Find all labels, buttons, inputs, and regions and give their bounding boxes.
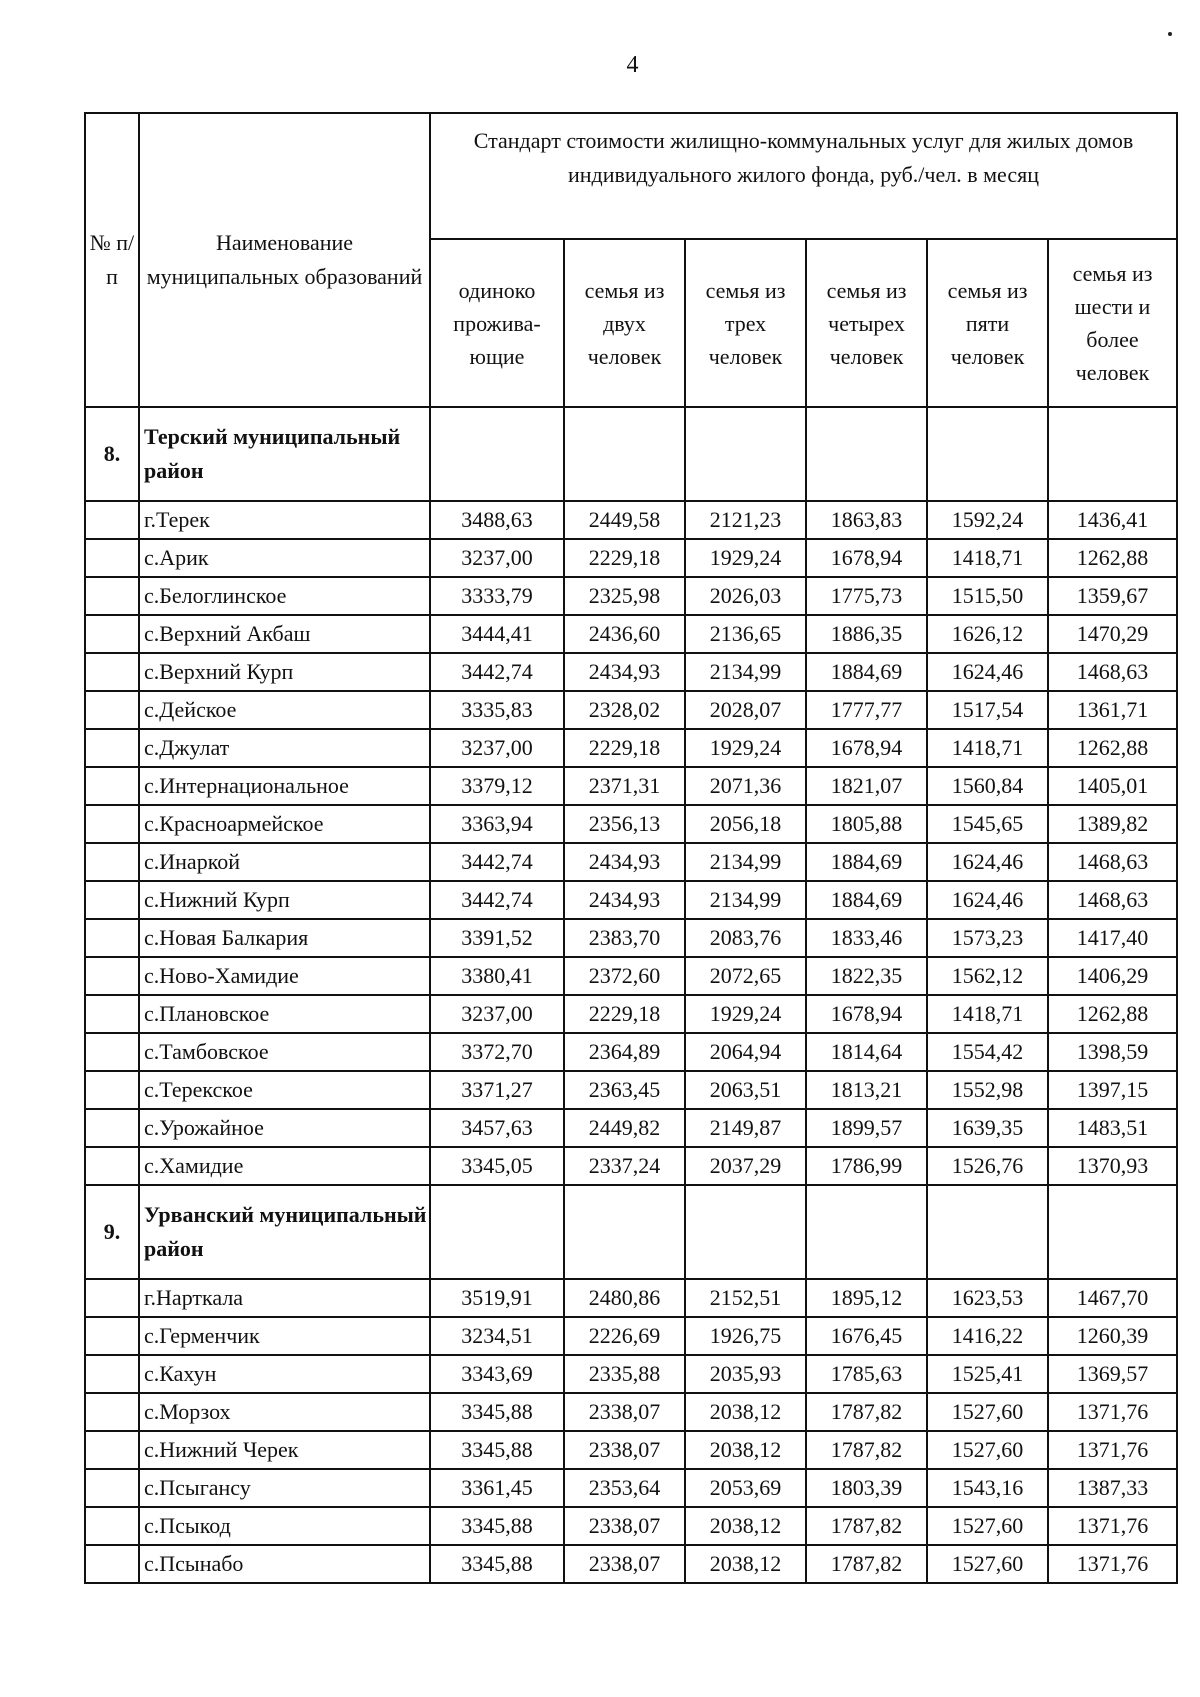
table-row: [85, 1355, 1177, 1393]
municipality-name: г.Нарткала: [139, 1279, 430, 1317]
row-number-cell: [85, 881, 139, 919]
table-row: [85, 1393, 1177, 1431]
section-empty-cell: [806, 1185, 927, 1279]
municipality-name: с.Морзох: [139, 1393, 430, 1431]
page-number: 4: [626, 52, 639, 78]
cost-two: 2436,60: [564, 615, 685, 653]
cost-six: 1359,67: [1048, 577, 1177, 615]
cost-three: 1929,24: [685, 995, 806, 1033]
section-empty-cell: [927, 1185, 1048, 1279]
cost-four: 1822,35: [806, 957, 927, 995]
municipality-name: с.Псыгансу: [139, 1469, 430, 1507]
table-row: [85, 1279, 1177, 1317]
row-number-cell: [85, 1279, 139, 1317]
cost-two: 2338,07: [564, 1431, 685, 1469]
cost-five: 1517,54: [927, 691, 1048, 729]
row-number-cell: [85, 1033, 139, 1071]
cost-single: 3345,05: [430, 1147, 564, 1185]
municipality-name: с.Джулат: [139, 729, 430, 767]
cost-single: 3345,88: [430, 1507, 564, 1545]
cost-three: 2038,12: [685, 1393, 806, 1431]
table-body: [85, 407, 1177, 1583]
row-number-cell: [85, 957, 139, 995]
table-row: [85, 1507, 1177, 1545]
row-number-cell: [85, 539, 139, 577]
cost-single: 3371,27: [430, 1071, 564, 1109]
municipality-name: с.Инаркой: [139, 843, 430, 881]
cost-six: 1468,63: [1048, 653, 1177, 691]
cost-four: 1676,45: [806, 1317, 927, 1355]
municipality-name: с.Арик: [139, 539, 430, 577]
cost-four: 1863,83: [806, 501, 927, 539]
table-row: [85, 1033, 1177, 1071]
cost-three: 1929,24: [685, 729, 806, 767]
cost-three: 2149,87: [685, 1109, 806, 1147]
row-number-cell: [85, 577, 139, 615]
cost-three: 2037,29: [685, 1147, 806, 1185]
cost-four: 1785,63: [806, 1355, 927, 1393]
cost-six: 1467,70: [1048, 1279, 1177, 1317]
cost-five: 1624,46: [927, 653, 1048, 691]
table-row: [85, 577, 1177, 615]
cost-two: 2328,02: [564, 691, 685, 729]
cost-four: 1833,46: [806, 919, 927, 957]
cost-single: 3335,83: [430, 691, 564, 729]
section-empty-cell: [1048, 407, 1177, 501]
section-empty-cell: [685, 1185, 806, 1279]
cost-three: 2134,99: [685, 653, 806, 691]
cost-two: 2338,07: [564, 1545, 685, 1583]
section-title: Урванский муниципальный район: [139, 1185, 430, 1279]
section-empty-cell: [806, 407, 927, 501]
table-row: [85, 805, 1177, 843]
row-number-cell: [85, 767, 139, 805]
cost-four: 1803,39: [806, 1469, 927, 1507]
municipality-name: с.Кахун: [139, 1355, 430, 1393]
table-row: [85, 1469, 1177, 1507]
cost-three: 2028,07: [685, 691, 806, 729]
cost-two: 2229,18: [564, 539, 685, 577]
cost-three: 2035,93: [685, 1355, 806, 1393]
cost-four: 1678,94: [806, 995, 927, 1033]
header-col-four: семья из четырех человек: [806, 239, 927, 407]
cost-two: 2434,93: [564, 843, 685, 881]
cost-five: 1573,23: [927, 919, 1048, 957]
cost-three: 2134,99: [685, 881, 806, 919]
table-row: [85, 843, 1177, 881]
cost-five: 1554,42: [927, 1033, 1048, 1071]
cost-five: 1543,16: [927, 1469, 1048, 1507]
table-row: [85, 653, 1177, 691]
row-number-cell: [85, 843, 139, 881]
header-caption: Стандарт стоимости жилищно-коммунальных услуг для жилых домов индивидуального жилого фонда, руб./чел. в месяц: [430, 113, 1177, 239]
cost-three: 2071,36: [685, 767, 806, 805]
table-row: [85, 615, 1177, 653]
cost-four: 1886,35: [806, 615, 927, 653]
cost-single: 3234,51: [430, 1317, 564, 1355]
row-number-cell: [85, 1393, 139, 1431]
row-number-cell: [85, 1507, 139, 1545]
cost-four: 1678,94: [806, 539, 927, 577]
cost-six: 1468,63: [1048, 843, 1177, 881]
cost-three: 1929,24: [685, 539, 806, 577]
cost-three: 2053,69: [685, 1469, 806, 1507]
cost-single: 3372,70: [430, 1033, 564, 1071]
cost-four: 1895,12: [806, 1279, 927, 1317]
row-number-cell: [85, 729, 139, 767]
cost-two: 2353,64: [564, 1469, 685, 1507]
cost-five: 1527,60: [927, 1393, 1048, 1431]
municipality-name: с.Псыкод: [139, 1507, 430, 1545]
row-number-cell: [85, 1109, 139, 1147]
municipality-name: с.Нижний Черек: [139, 1431, 430, 1469]
cost-six: 1371,76: [1048, 1431, 1177, 1469]
cost-five: 1418,71: [927, 729, 1048, 767]
cost-single: 3363,94: [430, 805, 564, 843]
cost-single: 3442,74: [430, 843, 564, 881]
cost-three: 2083,76: [685, 919, 806, 957]
cost-single: 3379,12: [430, 767, 564, 805]
cost-three: 2038,12: [685, 1431, 806, 1469]
cost-single: 3488,63: [430, 501, 564, 539]
municipality-name: с.Новая Балкария: [139, 919, 430, 957]
row-number-cell: [85, 995, 139, 1033]
cost-two: 2383,70: [564, 919, 685, 957]
cost-two: 2229,18: [564, 729, 685, 767]
municipality-name: с.Урожайное: [139, 1109, 430, 1147]
section-empty-cell: [564, 407, 685, 501]
row-number-cell: [85, 805, 139, 843]
cost-two: 2434,93: [564, 653, 685, 691]
cost-four: 1884,69: [806, 653, 927, 691]
cost-five: 1515,50: [927, 577, 1048, 615]
cost-six: 1262,88: [1048, 539, 1177, 577]
municipality-name: с.Верхний Курп: [139, 653, 430, 691]
cost-five: 1560,84: [927, 767, 1048, 805]
table-row: [85, 1109, 1177, 1147]
cost-six: 1417,40: [1048, 919, 1177, 957]
cost-three: 2136,65: [685, 615, 806, 653]
cost-single: 3345,88: [430, 1545, 564, 1583]
cost-four: 1805,88: [806, 805, 927, 843]
cost-six: 1406,29: [1048, 957, 1177, 995]
cost-two: 2338,07: [564, 1507, 685, 1545]
cost-three: 2063,51: [685, 1071, 806, 1109]
municipality-name: с.Дейское: [139, 691, 430, 729]
cost-six: 1371,76: [1048, 1545, 1177, 1583]
cost-five: 1552,98: [927, 1071, 1048, 1109]
cost-six: 1470,29: [1048, 615, 1177, 653]
section-title: Терский муниципальный район: [139, 407, 430, 501]
cost-four: 1678,94: [806, 729, 927, 767]
row-number-cell: [85, 615, 139, 653]
cost-four: 1884,69: [806, 881, 927, 919]
cost-four: 1813,21: [806, 1071, 927, 1109]
section-row: [85, 1185, 1177, 1279]
header-col-two: семья из двух человек: [564, 239, 685, 407]
cost-six: 1468,63: [1048, 881, 1177, 919]
cost-five: 1623,53: [927, 1279, 1048, 1317]
cost-five: 1418,71: [927, 539, 1048, 577]
cost-two: 2229,18: [564, 995, 685, 1033]
cost-four: 1786,99: [806, 1147, 927, 1185]
table-row: [85, 501, 1177, 539]
cost-four: 1821,07: [806, 767, 927, 805]
cost-four: 1899,57: [806, 1109, 927, 1147]
cost-five: 1416,22: [927, 1317, 1048, 1355]
municipality-name: с.Терекское: [139, 1071, 430, 1109]
cost-single: 3333,79: [430, 577, 564, 615]
header-col-six: семья из шести и более человек: [1048, 239, 1177, 407]
cost-five: 1527,60: [927, 1507, 1048, 1545]
cost-six: 1405,01: [1048, 767, 1177, 805]
table-row: [85, 957, 1177, 995]
municipality-name: г.Терек: [139, 501, 430, 539]
section-number: 9.: [85, 1185, 139, 1279]
cost-six: 1370,93: [1048, 1147, 1177, 1185]
row-number-cell: [85, 653, 139, 691]
table-row: [85, 1431, 1177, 1469]
cost-six: 1262,88: [1048, 729, 1177, 767]
cost-three: 2072,65: [685, 957, 806, 995]
cost-six: 1371,76: [1048, 1393, 1177, 1431]
cost-three: 2121,23: [685, 501, 806, 539]
row-number-cell: [85, 1317, 139, 1355]
cost-two: 2371,31: [564, 767, 685, 805]
row-number-cell: [85, 1147, 139, 1185]
cost-single: 3444,41: [430, 615, 564, 653]
row-number-cell: [85, 919, 139, 957]
header-num: № п/п: [85, 113, 139, 407]
cost-three: 2038,12: [685, 1545, 806, 1583]
cost-five: 1562,12: [927, 957, 1048, 995]
municipality-name: с.Герменчик: [139, 1317, 430, 1355]
cost-six: 1260,39: [1048, 1317, 1177, 1355]
cost-single: 3237,00: [430, 539, 564, 577]
section-empty-cell: [685, 407, 806, 501]
cost-five: 1624,46: [927, 843, 1048, 881]
cost-six: 1361,71: [1048, 691, 1177, 729]
cost-single: 3345,88: [430, 1393, 564, 1431]
municipality-name: с.Ново-Хамидие: [139, 957, 430, 995]
cost-two: 2434,93: [564, 881, 685, 919]
table-row: [85, 539, 1177, 577]
row-number-cell: [85, 501, 139, 539]
cost-single: 3343,69: [430, 1355, 564, 1393]
cost-five: 1592,24: [927, 501, 1048, 539]
table-row: [85, 881, 1177, 919]
section-empty-cell: [430, 407, 564, 501]
cost-single: 3519,91: [430, 1279, 564, 1317]
table-row: [85, 1071, 1177, 1109]
section-empty-cell: [1048, 1185, 1177, 1279]
row-number-cell: [85, 1355, 139, 1393]
cost-single: 3380,41: [430, 957, 564, 995]
municipality-name: с.Красноармейское: [139, 805, 430, 843]
cost-single: 3237,00: [430, 995, 564, 1033]
cost-six: 1389,82: [1048, 805, 1177, 843]
cost-two: 2363,45: [564, 1071, 685, 1109]
cost-five: 1527,60: [927, 1431, 1048, 1469]
cost-three: 2064,94: [685, 1033, 806, 1071]
municipality-name: с.Хамидие: [139, 1147, 430, 1185]
cost-three: 2152,51: [685, 1279, 806, 1317]
cost-two: 2226,69: [564, 1317, 685, 1355]
cost-five: 1526,76: [927, 1147, 1048, 1185]
table-row: [85, 1147, 1177, 1185]
table-row: [85, 767, 1177, 805]
cost-five: 1545,65: [927, 805, 1048, 843]
housing-cost-table: [84, 112, 1178, 1584]
cost-two: 2325,98: [564, 577, 685, 615]
municipality-name: с.Плановское: [139, 995, 430, 1033]
municipality-name: с.Псынабо: [139, 1545, 430, 1583]
cost-two: 2480,86: [564, 1279, 685, 1317]
cost-six: 1369,57: [1048, 1355, 1177, 1393]
table-row: [85, 1545, 1177, 1583]
municipality-name: с.Верхний Акбаш: [139, 615, 430, 653]
cost-three: 1926,75: [685, 1317, 806, 1355]
row-number-cell: [85, 1545, 139, 1583]
cost-six: 1397,15: [1048, 1071, 1177, 1109]
cost-six: 1262,88: [1048, 995, 1177, 1033]
cost-two: 2338,07: [564, 1393, 685, 1431]
cost-four: 1775,73: [806, 577, 927, 615]
cost-four: 1777,77: [806, 691, 927, 729]
cost-five: 1624,46: [927, 881, 1048, 919]
table-row: [85, 1317, 1177, 1355]
scan-speck: [1168, 32, 1172, 36]
cost-single: 3442,74: [430, 653, 564, 691]
table-row: [85, 995, 1177, 1033]
table-row: [85, 691, 1177, 729]
cost-single: 3345,88: [430, 1431, 564, 1469]
cost-five: 1525,41: [927, 1355, 1048, 1393]
row-number-cell: [85, 1469, 139, 1507]
table-row: [85, 729, 1177, 767]
cost-three: 2056,18: [685, 805, 806, 843]
section-row: [85, 407, 1177, 501]
cost-six: 1483,51: [1048, 1109, 1177, 1147]
section-empty-cell: [564, 1185, 685, 1279]
cost-three: 2026,03: [685, 577, 806, 615]
cost-two: 2449,58: [564, 501, 685, 539]
row-number-cell: [85, 1071, 139, 1109]
header-col-five: семья из пяти человек: [927, 239, 1048, 407]
cost-three: 2134,99: [685, 843, 806, 881]
section-empty-cell: [430, 1185, 564, 1279]
cost-four: 1787,82: [806, 1431, 927, 1469]
cost-five: 1527,60: [927, 1545, 1048, 1583]
cost-four: 1814,64: [806, 1033, 927, 1071]
municipality-name: с.Нижний Курп: [139, 881, 430, 919]
cost-single: 3237,00: [430, 729, 564, 767]
cost-two: 2337,24: [564, 1147, 685, 1185]
section-number: 8.: [85, 407, 139, 501]
cost-single: 3361,45: [430, 1469, 564, 1507]
header-col-single: одиноко прожива- ющие: [430, 239, 564, 407]
cost-two: 2449,82: [564, 1109, 685, 1147]
cost-two: 2335,88: [564, 1355, 685, 1393]
header-col-three: семья из трех человек: [685, 239, 806, 407]
cost-four: 1787,82: [806, 1507, 927, 1545]
municipality-name: с.Интернациональное: [139, 767, 430, 805]
cost-single: 3391,52: [430, 919, 564, 957]
row-number-cell: [85, 1431, 139, 1469]
municipality-name: с.Тамбовское: [139, 1033, 430, 1071]
cost-three: 2038,12: [685, 1507, 806, 1545]
cost-four: 1884,69: [806, 843, 927, 881]
cost-two: 2356,13: [564, 805, 685, 843]
cost-two: 2364,89: [564, 1033, 685, 1071]
cost-four: 1787,82: [806, 1545, 927, 1583]
cost-six: 1398,59: [1048, 1033, 1177, 1071]
cost-five: 1626,12: [927, 615, 1048, 653]
cost-single: 3457,63: [430, 1109, 564, 1147]
section-empty-cell: [927, 407, 1048, 501]
cost-five: 1418,71: [927, 995, 1048, 1033]
cost-six: 1436,41: [1048, 501, 1177, 539]
cost-four: 1787,82: [806, 1393, 927, 1431]
cost-six: 1387,33: [1048, 1469, 1177, 1507]
table-row: [85, 919, 1177, 957]
cost-two: 2372,60: [564, 957, 685, 995]
header-name: Наименование муниципальных образований: [139, 113, 430, 407]
cost-five: 1639,35: [927, 1109, 1048, 1147]
cost-six: 1371,76: [1048, 1507, 1177, 1545]
municipality-name: с.Белоглинское: [139, 577, 430, 615]
row-number-cell: [85, 691, 139, 729]
cost-single: 3442,74: [430, 881, 564, 919]
